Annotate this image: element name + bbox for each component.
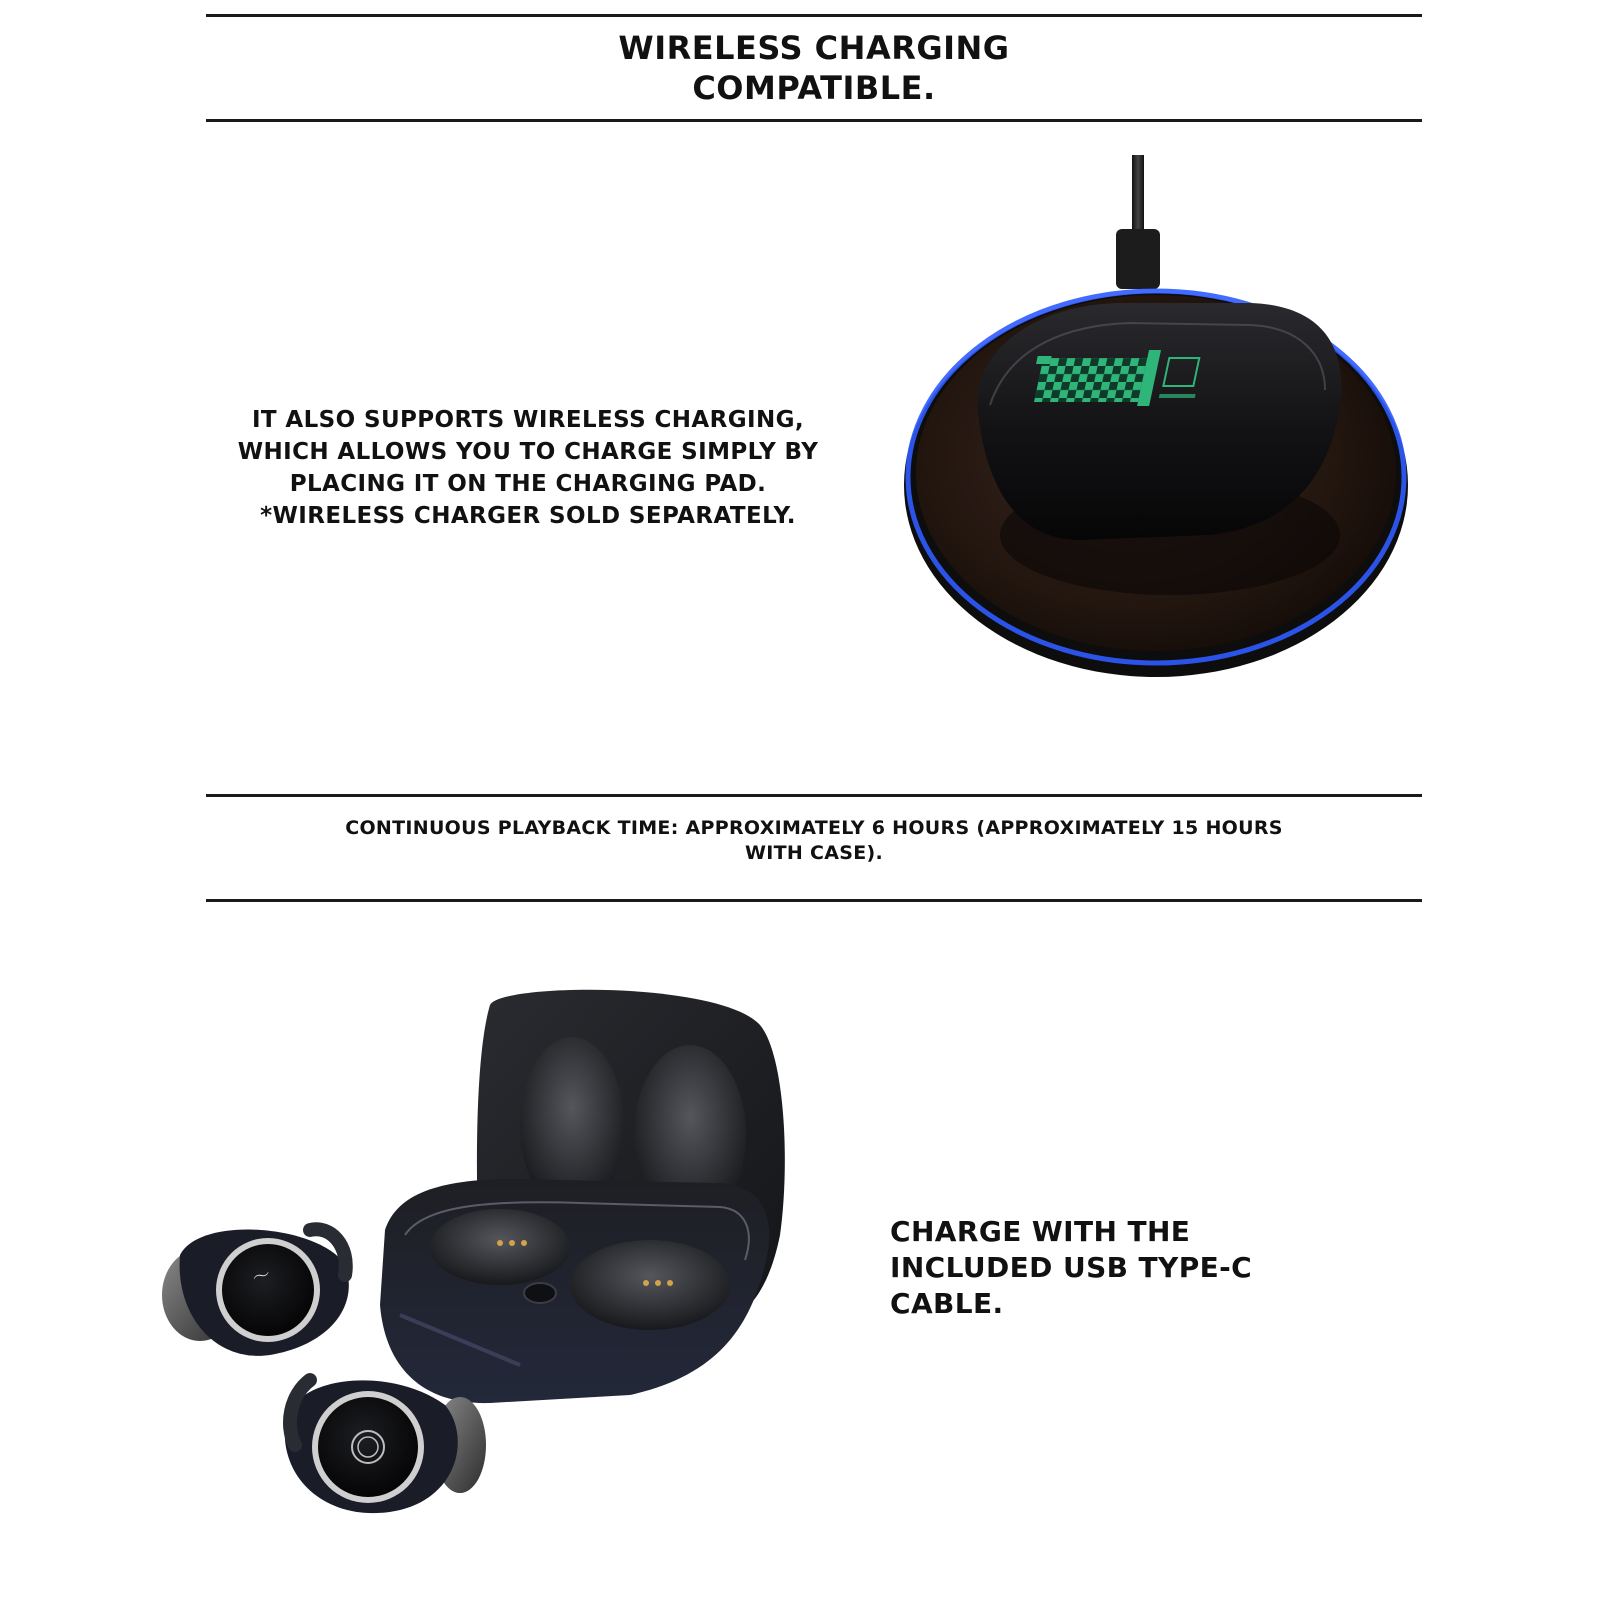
usb-charging-description [890,1214,1310,1322]
playback-bottom-rule [206,899,1422,902]
open-charging-case-image [160,985,820,1545]
earbud-right-icon [285,1380,486,1513]
usb-line: CABLE. [890,1287,1004,1320]
playback-top-rule [206,794,1422,797]
svg-text:〜: 〜 [249,1263,274,1290]
description-line: IT ALSO SUPPORTS WIRELESS CHARGING, [251,407,805,433]
title-line-1: WIRELESS CHARGING [618,29,1010,67]
title-line-2: COMPATIBLE. [692,69,936,107]
description-line: WHICH ALLOWS YOU TO CHARGE SIMPLY BY [237,439,819,465]
cable-icon [1132,155,1144,235]
case-slot-icon [570,1240,730,1330]
description-line: PLACING IT ON THE CHARGING PAD. [289,471,767,497]
playback-line-2: WITH CASE). [744,842,884,864]
title-bottom-rule [206,119,1422,122]
description-line: *WIRELESS CHARGER SOLD SEPARATELY. [260,503,796,529]
playback-line-1: CONTINUOUS PLAYBACK TIME: APPROXIMATELY 6 HOURS (APPROXIMATELY 15 HOURS [345,817,1283,839]
earbud-case-icon [977,303,1341,540]
case-slot-icon [430,1209,570,1285]
case-button-icon [524,1283,556,1303]
connector-icon [1116,229,1160,289]
wireless-charging-pad-image [870,155,1430,715]
playback-time-text [206,816,1422,866]
wireless-charging-description [218,404,838,532]
top-rule [206,14,1422,17]
wireless-charging-title [206,28,1422,108]
usb-line: CHARGE WITH THE [890,1215,1191,1248]
usb-line: INCLUDED USB TYPE-C [890,1251,1253,1284]
earbud-left-icon [162,1229,349,1356]
